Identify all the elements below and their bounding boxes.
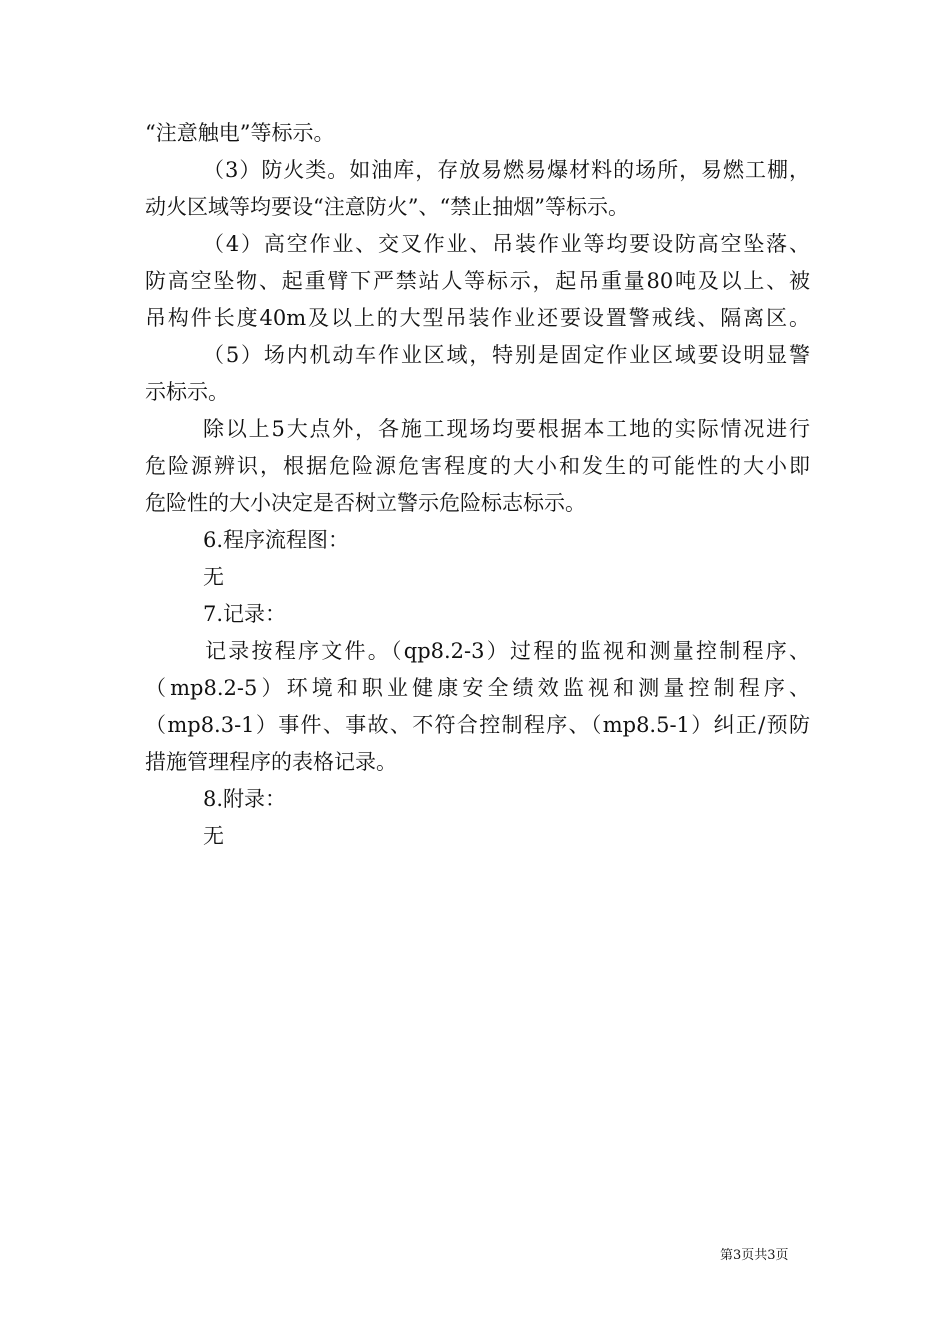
text-line: （mp8.3-1）事件、事故、不符合控制程序、（mp8.5-1）纠正/预防 xyxy=(145,713,810,737)
text-line: “注意触电”等标示。 xyxy=(145,121,335,145)
text-line: 防高空坠物、起重臂下严禁站人等标示，起吊重量80吨及以上、被 xyxy=(145,269,810,293)
text-line: 记录按程序文件。（qp8.2-3）过程的监视和测量控制程序、 xyxy=(205,639,810,663)
section-heading: 8.附录： xyxy=(203,787,287,811)
page-footer: 第3页共3页 xyxy=(720,1248,789,1263)
document-body xyxy=(145,115,810,855)
text-line: 除以上5大点外，各施工现场均要根据本工地的实际情况进行 xyxy=(203,417,810,441)
text-line: 危险性的大小决定是否树立警示危险标志标示。 xyxy=(145,491,586,515)
text-line: 无 xyxy=(203,824,224,848)
section-heading: 6.程序流程图： xyxy=(203,528,350,552)
text-line: 示标示。 xyxy=(145,380,229,404)
text-line: 措施管理程序的表格记录。 xyxy=(145,750,397,774)
text-line: （3）防火类。如油库，存放易燃易爆材料的场所，易燃工棚， xyxy=(203,158,810,182)
text-line: （mp8.2-5）环境和职业健康安全绩效监视和测量控制程序、 xyxy=(145,676,810,700)
text-line: 动火区域等均要设“注意防火”、“禁止抽烟”等标示。 xyxy=(145,195,629,219)
section-heading: 7.记录： xyxy=(203,602,287,626)
text-line: 吊构件长度40m及以上的大型吊装作业还要设置警戒线、隔离区。 xyxy=(145,306,810,330)
text-line: （4）高空作业、交叉作业、吊装作业等均要设防高空坠落、 xyxy=(203,232,810,256)
text-line: 无 xyxy=(203,565,224,589)
text-line: （5）场内机动车作业区域，特别是固定作业区域要设明显警 xyxy=(203,343,810,367)
text-line: 危险源辨识，根据危险源危害程度的大小和发生的可能性的大小即 xyxy=(145,454,810,478)
